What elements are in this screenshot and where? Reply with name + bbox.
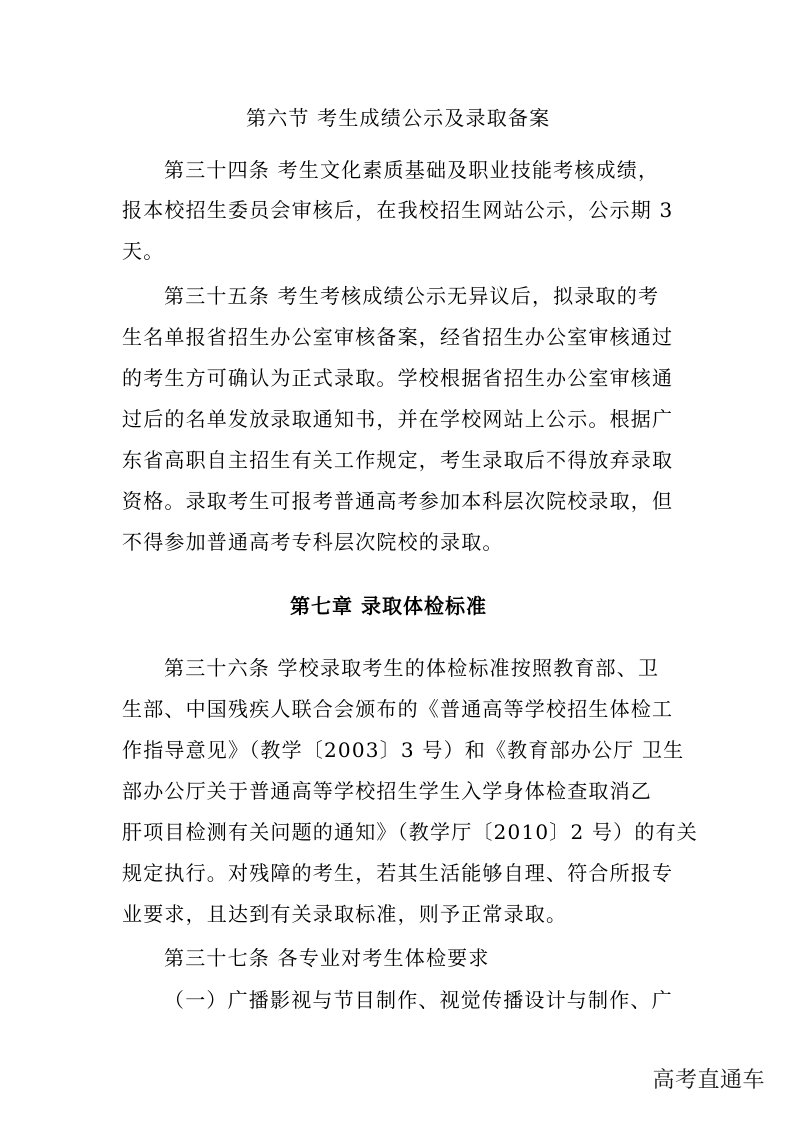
- article-35-line-7: 不得参加普通高考专科层次院校的录取。: [122, 530, 504, 554]
- article-36-line-6: 规定执行。对残障的考生，若其生活能够自理、符合所报专: [122, 861, 674, 885]
- article-35-line-4: 过后的名单发放录取通知书，并在学校网站上公示。根据广: [122, 407, 674, 431]
- article-35-line-5: 东省高职自主招生有关工作规定，考生录取后不得放弃录取: [122, 448, 674, 472]
- article-36-line-2: 生部、中国残疾人联合会颁布的《普通高等学校招生体检工: [122, 697, 674, 721]
- article-34-line-3: 天。: [122, 239, 165, 263]
- item-1-line-1: （一）广播影视与节目制作、视觉传播设计与制作、广: [164, 988, 673, 1012]
- article-35-line-1: 第三十五条 考生考核成绩公示无异议后，拟录取的考: [164, 284, 660, 308]
- article-34-line-2: 报本校招生委员会审核后，在我校招生网站公示，公示期 3: [122, 198, 674, 222]
- article-36-line-1: 第三十六条 学校录取考生的体检标准按照教育部、卫: [164, 656, 660, 680]
- article-35-line-2: 生名单报省招生办公室审核备案，经省招生办公室审核通过: [122, 325, 674, 349]
- article-36-line-3: 作指导意见》（教学〔2003〕3 号）和《教育部办公厅 卫生: [122, 738, 685, 762]
- article-35-line-6: 资格。录取考生可报考普通高考参加本科层次院校录取，但: [122, 489, 674, 513]
- article-34-line-1: 第三十四条 考生文化素质基础及职业技能考核成绩，: [164, 158, 660, 182]
- article-36-line-4: 部办公厅关于普通高等学校招生学生入学身体检查取消乙: [122, 779, 652, 803]
- chapter-title: 第七章 录取体检标准: [290, 594, 487, 618]
- watermark: 高考直通车: [652, 1068, 765, 1093]
- article-35-line-3: 的考生方可确认为正式录取。学校根据省招生办公室审核通: [122, 366, 674, 390]
- article-36-line-7: 业要求，且达到有关录取标准，则予正常录取。: [122, 902, 568, 926]
- article-36-line-5: 肝项目检测有关问题的通知》（教学厅〔2010〕2 号）的有关: [122, 820, 698, 844]
- article-37-line-1: 第三十七条 各专业对考生体检要求: [164, 946, 490, 970]
- section-title: 第六节 考生成绩公示及录取备案: [246, 106, 551, 130]
